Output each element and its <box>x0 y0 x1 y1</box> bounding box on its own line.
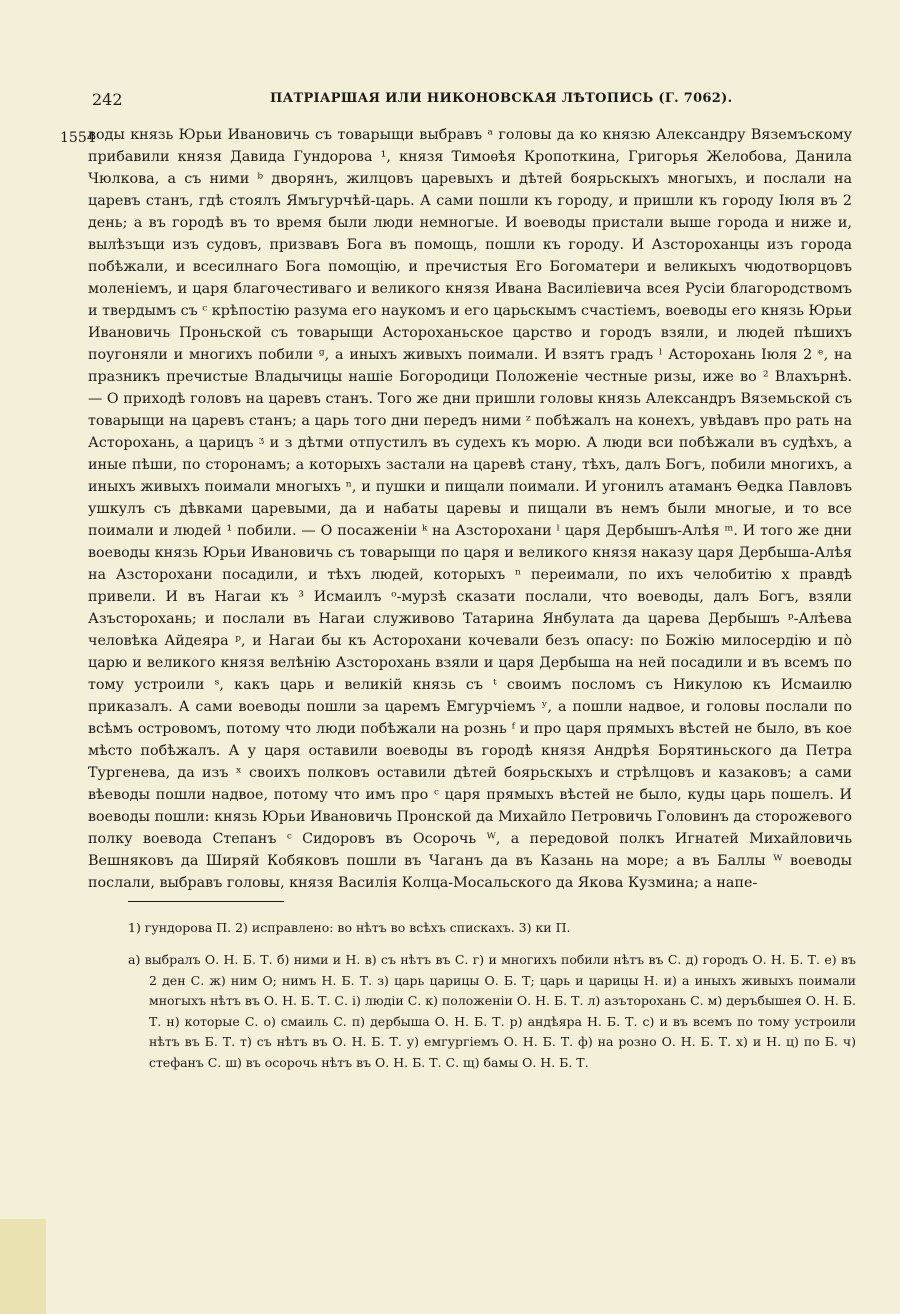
variant-text: а) выбралъ О. Н. Б. Т. б) ними и Н. в) съ нѣтъ въ С. г) и многихъ побили нѣтъ въ С. д) городъ О. Н. Б. Т. е) въ 2 ден С. ж) ним О; нимъ Н. Б. Т. з) царь царицы О. Б. Т; царь и царицы Н. и) а иныхъ живыхъ поимали многыхъ нѣтъ въ О. Н. Б. Т. С. і) людіи С. к) положеніи О. Н. Б. Т. л) азъторохань С. м) деръбышея О. Н. Б. Т. н) которые С. о) смаиль С. п) дербыша О. Н. Б. Т. р) андѣяра Н. Б. Т. с) и въ всемъ по тому устроили нѣтъ въ Б. Т. т) съ нѣтъ въ О. Н. Б. Т. у) емгургіемъ О. Н. Б. Т. ф) на розно О. Н. Б. Т. х) и Н. ц) по Б. ч) стефанъ С. ш) въ осорочь нѣтъ въ О. Н. Б. Т. С. щ) бамы О. Н. Б. Т. <box>128 952 856 1070</box>
running-title: ПАТРІАРШАЯ ИЛИ НИКОНОВСКАЯ ЛѢТОПИСЬ (Г. 7062). <box>270 91 733 106</box>
page-header <box>92 90 852 114</box>
variant-readings <box>128 950 856 1073</box>
margin-year: 1554 <box>60 130 96 146</box>
page-number: 242 <box>92 90 123 109</box>
paper-stain <box>0 1219 46 1314</box>
main-text <box>88 124 852 894</box>
footnote-divider <box>128 901 284 902</box>
main-paragraph: воды князь Юрьи Ивановичь съ товарыщи выбравъ ᵃ головы да ко князю Александру Вяземъскому прибавили князя Давида Гундорова ¹, князя Тимоѳѣя Кропоткина, Григорья Желобова, Данила Чюлкова, а съ ними ᵇ дворянъ, жилцовъ царевыхъ и дѣтей боярьскыхъ многыхъ, и послали на царевъ станъ, гдѣ стоялъ Ямъгурчѣй-царь. А сами пошли къ городу, и пришли къ городу Іюля въ 2 день; а въ городѣ въ то время были люди немногые. И воеводы пристали выше города и ниже и, вылѣзъщи изъ судовъ, призвавъ Бога въ помощь, пошли къ городу. И Азстороханцы изъ города побѣжали, и всесилнаго Бога помощію, и пречистыя Его Богоматери и великыхъ чюдотворцовъ моленіемъ, и царя благочестиваго и великого князя Ивана Василіевича всея Русіи благородствомъ и твердымъ съ ᶜ крѣпостію разума его наукомъ и его царьскымъ счастіемъ, воеводы его князь Юрьи Ивановичь Проньской съ товарыщи Астороханьское царство и городъ взяли, и людей пѣшихъ поугоняли и многихъ побили ᵍ, а иныхъ живыхъ поимали. И взятъ градъ ˡ Асторохань Іюля 2 ᵉ, на празникъ пречистые Владычицы нашіе Богородици Положеніе честные ризы, иже во ² Влахърнѣ. — О приходѣ головъ на царевъ станъ. Того же дни пришли головы князь Александръ Вяземьской съ товарыщи на царевъ станъ; а царь того дни передъ ними ᶻ побѣжалъ на конехъ, увѣдавъ про рать на Асторохань, а царицъ ᶾ и з дѣтми отпустилъ въ судехъ къ морю. А люди вси побѣжали въ судѣхъ, а иные пѣши, по сторонамъ; а которыхъ застали на царевѣ стану, тѣхъ, далъ Богъ, побили многихъ, а иныхъ живыхъ поимали многыхъ ⁿ, и пушки и пищали поимали. И угонилъ атаманъ Ѳедка Павловъ ушкулъ съ дѣвками царевыми, да и набаты царевы и пищали въ немъ были многые, и то все поимали и людей ¹ побили. — О посаженіи ᵏ на Азсторохани ˡ царя Дербышъ-Алѣя ᵐ. И того же дни воеводы князь Юрьи Ивановичь съ товарыщи по царя и великого князя наказу царя Дербыша-Алѣя на Азсторохани посадили, и тѣхъ людей, которыхъ ⁿ переимали, по ихъ челобитію х правдѣ привели. И въ Нагаи къ ³ Исмаилъ ᵒ-мурзѣ сказати послали, что воеводы, далъ Богъ, взяли Азъсторохань; и послали въ Нагаи служивово Татарина Янбулата да царева Дербышъ ᵖ-Алѣева человѣка Айдеяра ᵖ, и Нагаи бы къ Асторохани кочевали безъ опасу: по Божію милосердію и по̀ царю и великого князя велѣнію Азсторохань взяли и царя Дербыша на ней посадили и въ всемъ по тому устроили ˢ, какъ царь и великій князь съ ᵗ своимъ посломъ съ Никулою къ Исмаилю приказалъ. А сами воеводы пошли за царемъ Емгурчіемъ ʸ, а пошли надвое, и головы послали по всѣмъ островомъ, потому что люди побѣжали на рознь ᶠ и про царя прямыхъ вѣстей не было, въ кое мѣсто побѣжалъ. А у царя оставили воеводы въ городѣ князя Андрѣя Борятиньского да Петра Тургенева, да изъ ˣ своихъ полковъ оставили дѣтей боярьскыхъ и стрѣлцовъ и казаковъ; а сами вѣеводы пошли надвое, потому что имъ про ᶜ царя прямыхъ вѣстей не было, куды царь пошелъ. И воеводы пошли: князь Юрьи Ивановичь Пронской да Михайло Петровичь Головинъ да сторожевого полку воевода Степанъ ᶜ Сидоровъ въ Осорочь ᵂ, а передовой полкъ Игнатей Михайловичь Вешняковъ да Ширяй Кобяковъ пошли въ Чаганъ да въ Казань на море; а въ Баллы ᵂ воеводы послали, выбравъ головы, князя Василія Колца-Мосальского да Якова Кузмина; а напе- <box>88 127 852 891</box>
footnotes: 1) гундорова П. 2) исправлено: во нѣтъ во всѣхъ спискахъ. 3) ки П. <box>128 920 571 935</box>
